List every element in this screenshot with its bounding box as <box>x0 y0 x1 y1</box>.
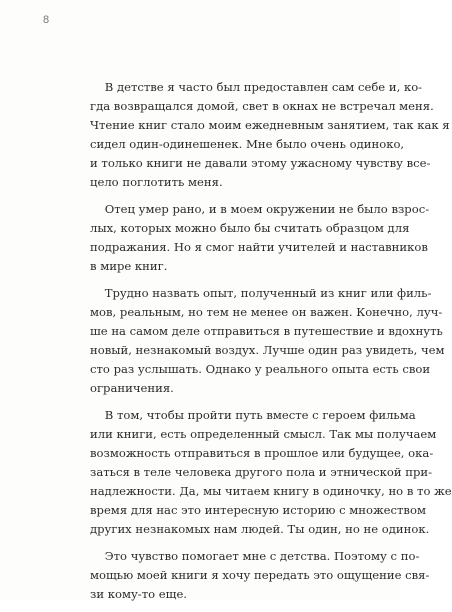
paragraph <box>90 406 452 539</box>
text-line: лых, которых можно было бы считать образцом для <box>90 221 410 235</box>
text-line: Трудно назвать опыт, полученный из книг или филь- <box>90 286 432 300</box>
text-line: сто раз услышать. Однако у реального опыта есть свои <box>90 362 431 376</box>
text-line: гда возвращался домой, свет в окнах не встречал меня. <box>90 99 434 113</box>
text-line: в мире книг. <box>90 259 168 273</box>
paragraph <box>90 78 450 192</box>
paragraph <box>90 200 430 276</box>
text-line: подражания. Но я смог найти учителей и наставников <box>90 240 428 254</box>
text-line: или книги, есть определенный смысл. Так мы получаем <box>90 427 437 441</box>
text-line: новый, незнакомый воздух. Лучше один раз увидеть, чем <box>90 343 445 357</box>
text-line: заться в теле человека другого пола и этнической при- <box>90 465 433 479</box>
text-line: В том, чтобы пройти путь вместе с героем фильма <box>90 408 416 422</box>
paragraph <box>90 547 430 604</box>
text-line: В детстве я часто был предоставлен сам себе и, ко- <box>90 80 423 94</box>
text-line: цело поглотить меня. <box>90 175 223 189</box>
text-line: зи кому-то еще. <box>90 587 187 601</box>
text-line: Отец умер рано, и в моем окружении не было взрос- <box>90 202 430 216</box>
text-line: мощью моей книги я хочу передать это ощущение свя- <box>90 568 430 582</box>
text-line: возможность отправиться в прошлое или будущее, ока- <box>90 446 434 460</box>
text-line: сидел один-одинешенек. Мне было очень одиноко, <box>90 137 405 151</box>
text-line: ше на самом деле отправиться в путешествие и вдохнуть <box>90 324 443 338</box>
page-number: 8 <box>43 14 50 26</box>
text-line: мов, реальным, но тем не менее он важен. Конечно, луч- <box>90 305 443 319</box>
text-line: Это чувство помогает мне с детства. Поэтому с по- <box>90 549 420 563</box>
text-line: других незнакомых нам людей. Ты один, но не одинок. <box>90 522 430 536</box>
paragraph <box>90 284 445 398</box>
text-line: ограничения. <box>90 381 174 395</box>
text-line: время для нас это интересную историю с множеством <box>90 503 426 517</box>
text-line: и только книги не давали этому ужасному чувству все- <box>90 156 431 170</box>
text-line: Чтение книг стало моим ежедневным занятием, так как я <box>90 118 450 132</box>
text-line: надлежности. Да, мы читаем книгу в одиночку, но в то же <box>90 484 452 498</box>
body-text <box>90 78 452 612</box>
